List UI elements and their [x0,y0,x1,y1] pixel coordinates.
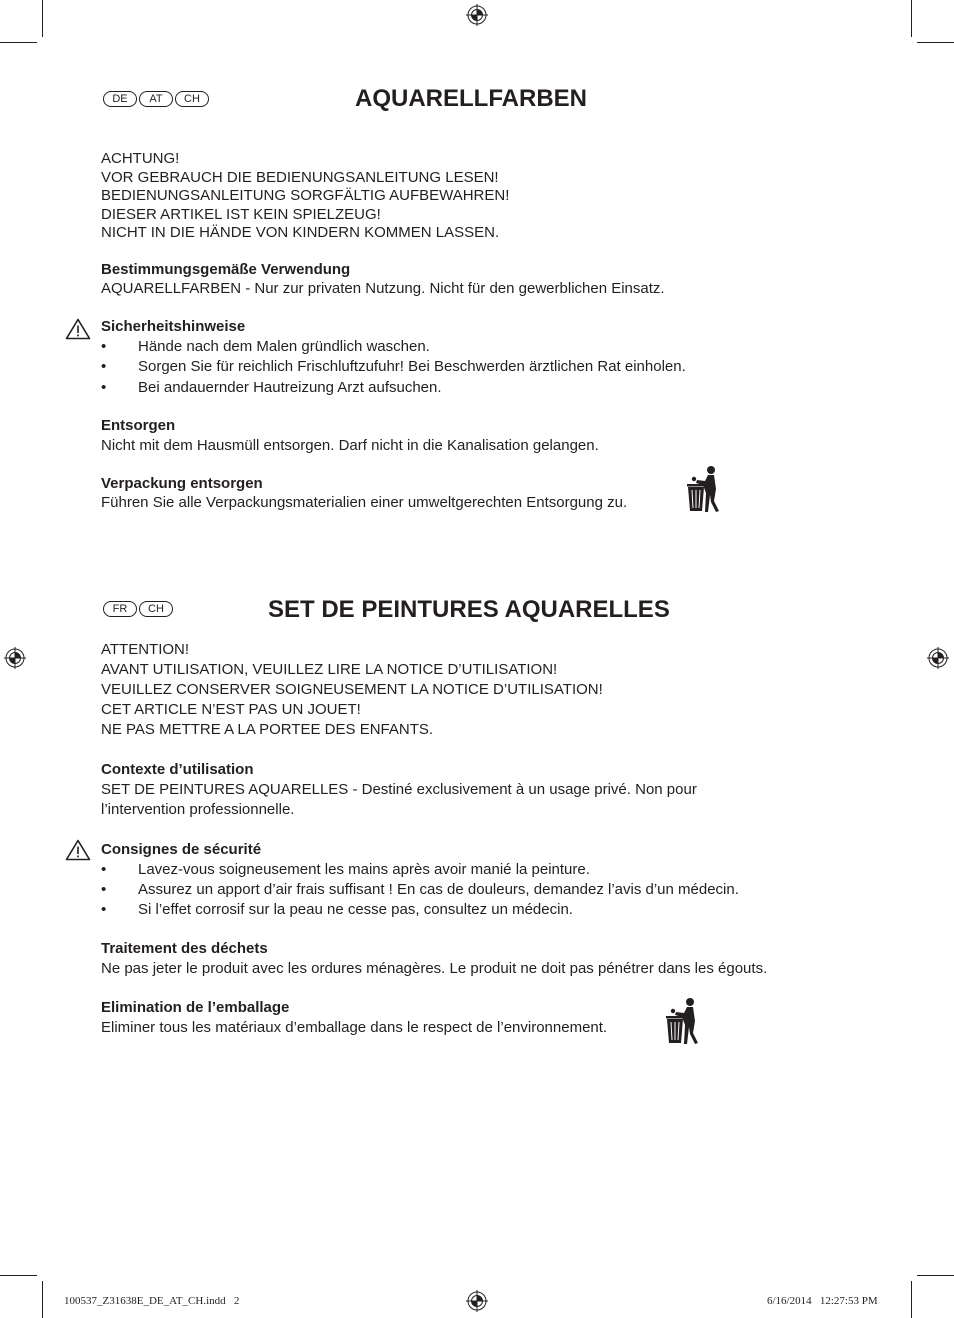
footer-file-name: 100537_Z31638E_DE_AT_CH.indd 2 [64,1295,240,1307]
warning-line: VOR GEBRAUCH DIE BEDIENUNGSANLEITUNG LESEN! [101,168,499,186]
paragraph: AQUARELLFARBEN - Nur zur privaten Nutzung. Nicht für den gewerblichen Einsatz. [101,279,665,297]
crop-mark [917,42,954,43]
list-item [101,860,739,880]
list-item-text: Hände nach dem Malen gründlich waschen. [138,337,430,355]
registration-mark-icon [927,647,949,669]
country-badge: CH [139,601,173,617]
bullet: • [101,358,107,376]
crop-mark [911,1281,912,1318]
paragraph: Ne pas jeter le produit avec les ordures ménagères. Le produit ne doit pas pénétrer dans les égouts. [101,960,768,977]
registration-mark-icon [466,1290,488,1312]
section-heading: Sicherheitshinweise [101,318,246,335]
safety-list [101,337,686,399]
warning-triangle-icon [65,839,91,861]
warning-line: DIESER ARTIKEL IST KEIN SPIELZEUG! [101,205,381,223]
packaging-de [101,475,627,512]
section-heading: Elimination de l’emballage [101,999,290,1016]
warning-line: NICHT IN DIE HÄNDE VON KINDERN KOMMEN LASSEN. [101,224,500,242]
intended-use-de [101,261,665,298]
list-item-text: Lavez-vous soigneusement les mains après avoir manié la peinture. [138,861,590,878]
list-item-text: Assurez un apport d’air frais suffisant ! En cas de douleurs, demandez l’avis d’un médecin. [138,881,739,898]
crop-mark [42,0,43,37]
bullet: • [101,378,107,396]
bullet: • [101,881,107,898]
safety-list [101,860,739,920]
country-badge: FR [103,601,137,617]
country-badge: CH [175,91,209,107]
section-heading: Entsorgen [101,417,176,434]
safety-notes-fr [101,840,739,920]
disposal-de [101,417,599,455]
warning-block-fr [101,640,603,740]
section-heading: Bestimmungsgemäße Verwendung [101,261,351,278]
list-item [101,337,686,358]
crop-mark [0,1275,37,1276]
footer-timestamp: 6/16/2014 12:27:53 PM [767,1295,878,1307]
crop-mark [917,1275,954,1276]
list-item-text: Si l’effet corrosif sur la peau ne cesse pas, consultez un médecin. [138,901,573,918]
list-item [101,880,739,900]
list-item [101,900,739,920]
section-title-de: AQUARELLFARBEN [355,85,587,112]
bullet: • [101,337,107,355]
bullet: • [101,901,107,918]
warning-triangle-icon [65,318,91,340]
country-badge: AT [139,91,173,107]
warning-line: BEDIENUNGSANLEITUNG SORGFÄLTIG AUFBEWAHREN! [101,187,510,205]
safety-notes-de [101,318,686,398]
list-item-text: Bei andauernder Hautreizung Arzt aufsuchen. [138,378,442,396]
trash-disposal-icon [665,997,701,1045]
section-heading: Traitement des déchets [101,940,268,957]
paragraph: SET DE PEINTURES AQUARELLES - Destiné exclusivement à un usage privé. Non pour [101,781,697,798]
country-badges-fr [103,601,173,617]
warning-line: ATTENTION! [101,641,190,658]
warning-line: NE PAS METTRE A LA PORTEE DES ENFANTS. [101,721,434,738]
country-badges-de [103,91,209,107]
warning-block-de [101,150,509,243]
warning-line: ACHTUNG! [101,150,180,167]
country-badge: DE [103,91,137,107]
warning-line: VEUILLEZ CONSERVER SOIGNEUSEMENT LA NOTICE D’UTILISATION! [101,681,603,698]
crop-mark [42,1281,43,1318]
list-item-text: Sorgen Sie für reichlich Frischluftzufuhr! Bei Beschwerden ärztlichen Rat einholen. [138,358,686,376]
list-item [101,378,686,399]
paragraph: Eliminer tous les matériaux d’emballage dans le respect de l’environnement. [101,1019,608,1036]
warning-line: AVANT UTILISATION, VEUILLEZ LIRE LA NOTICE D’UTILISATION! [101,661,558,678]
intended-use-fr [101,760,697,820]
section-title-fr: SET DE PEINTURES AQUARELLES [268,596,670,623]
disposal-fr [101,939,767,979]
paragraph: Nicht mit dem Hausmüll entsorgen. Darf nicht in die Kanalisation gelangen. [101,436,599,454]
list-item [101,357,686,378]
section-heading: Contexte d’utilisation [101,761,254,778]
warning-line: CET ARTICLE N’EST PAS UN JOUET! [101,701,361,718]
paragraph: l’intervention professionnelle. [101,801,295,818]
packaging-fr [101,998,607,1038]
paragraph: Führen Sie alle Verpackungsmaterialien einer umweltgerechten Entsorgung zu. [101,493,628,511]
crop-mark [0,42,37,43]
section-heading: Verpackung entsorgen [101,475,263,492]
bullet: • [101,861,107,878]
registration-mark-icon [4,647,26,669]
section-heading: Consignes de sécurité [101,841,262,858]
crop-mark [911,0,912,37]
trash-disposal-icon [686,465,722,513]
registration-mark-icon [466,4,488,26]
